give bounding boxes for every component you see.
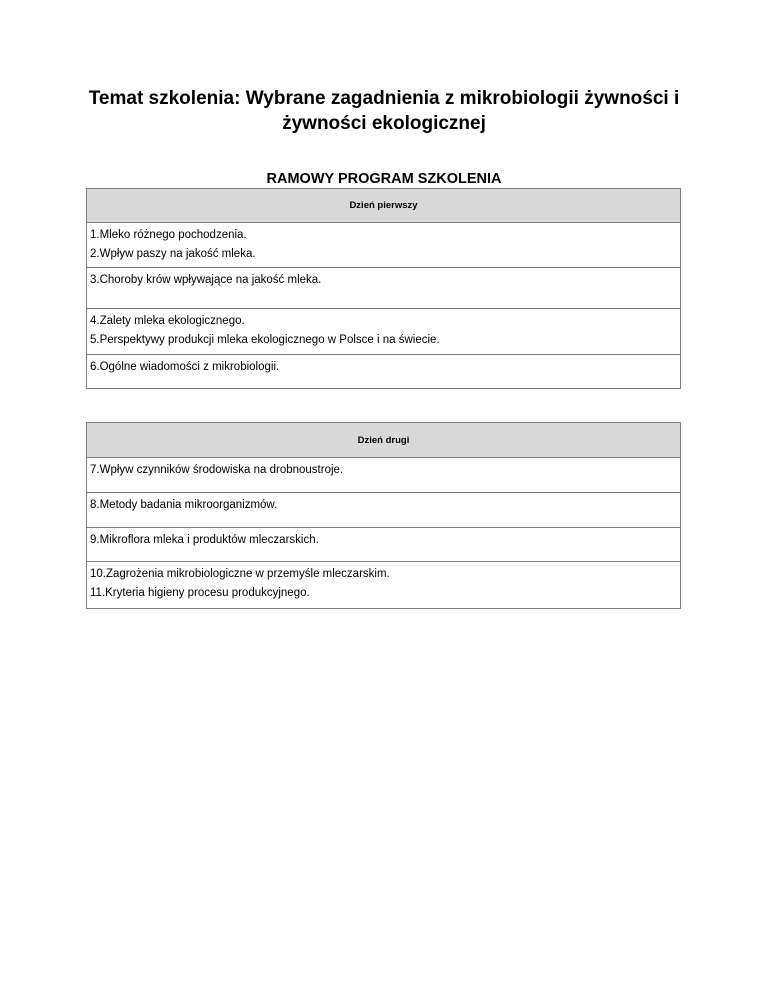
table-row: [87, 528, 681, 562]
list-item: 6.Ogólne wiadomości z mikrobiologii.: [90, 361, 280, 373]
list-item: 9.Mikroflora mleka i produktów mleczarskich.: [90, 534, 319, 546]
list-item: 8.Metody badania mikroorganizmów.: [90, 499, 278, 511]
program-title: RAMOWY PROGRAM SZKOLENIA: [266, 171, 502, 187]
day-two-table: [86, 422, 681, 609]
table-row: [87, 355, 681, 389]
list-item: 11.Kryteria higieny procesu produkcyjnego.: [90, 587, 310, 599]
document-title-line-1: Temat szkolenia: Wybrane zagadnienia z mikrobiologii żywności i: [88, 88, 680, 109]
table-row: [87, 562, 681, 609]
table-row: [87, 458, 681, 493]
list-item: 3.Choroby krów wpływające na jakość mleka.: [90, 274, 322, 286]
list-item: 4.Zalety mleka ekologicznego.: [90, 315, 245, 327]
list-item: 1.Mleko różnego pochodzenia.: [90, 229, 247, 241]
table-row: [87, 268, 681, 309]
document-title: [60, 86, 708, 136]
list-item: 2.Wpływ paszy na jakość mleka.: [90, 248, 256, 260]
table-row: [87, 223, 681, 268]
day-one-header: Dzień pierwszy: [87, 189, 681, 223]
table-row: [87, 493, 681, 528]
list-item: 10.Zagrożenia mikrobiologiczne w przemyśle mleczarskim.: [90, 568, 390, 580]
list-item: 5.Perspektywy produkcji mleka ekologicznego w Polsce i na świecie.: [90, 334, 440, 346]
day-one-table: [86, 188, 681, 389]
day-two-header: Dzień drugi: [87, 423, 681, 458]
document-title-line-2: żywności ekologicznej: [282, 113, 486, 134]
table-row: [87, 309, 681, 355]
list-item: 7.Wpływ czynników środowiska na drobnoustroje.: [90, 464, 344, 476]
